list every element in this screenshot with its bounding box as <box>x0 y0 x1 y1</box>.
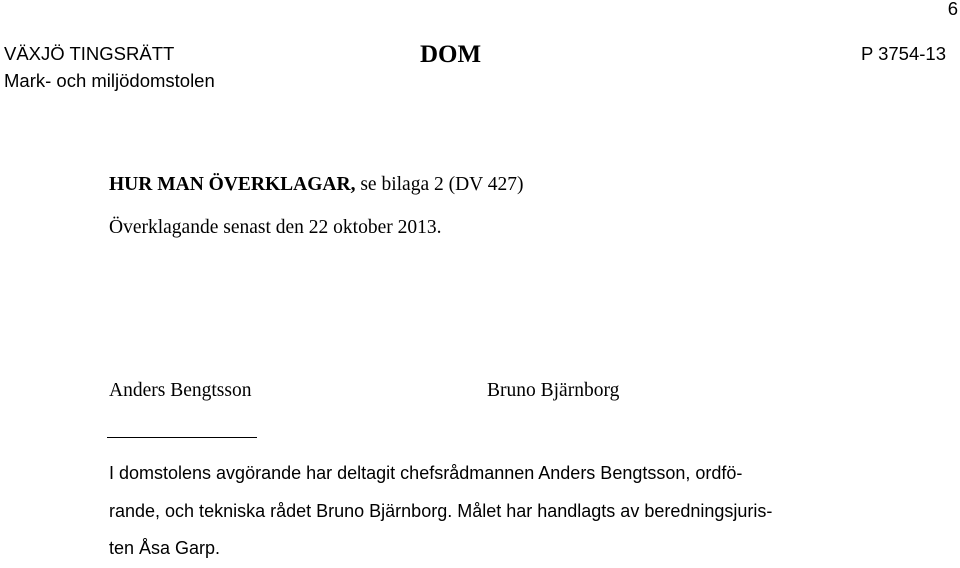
separator-rule <box>107 437 257 438</box>
closing-line: I domstolens avgörande har deltagit chefsrådmannen Anders Bengtsson, ordfö- <box>109 463 743 483</box>
appeal-heading <box>109 174 524 196</box>
page-number: 6 <box>947 0 958 19</box>
closing-paragraph <box>109 455 772 568</box>
appeal-heading-reference: se bilaga 2 (DV 427) <box>355 174 524 195</box>
signature-left: Anders Bengtsson <box>109 380 252 401</box>
closing-line: rande, och tekniska rådet Bruno Bjärnborg. Målet har handlagts av beredningsjuris- <box>109 500 773 521</box>
appeal-deadline: Överklagande senast den 22 oktober 2013. <box>109 217 442 238</box>
signature-right: Bruno Bjärnborg <box>487 380 620 401</box>
court-name: VÄXJÖ TINGSRÄTT <box>4 43 175 64</box>
case-number: P 3754-13 <box>860 43 946 64</box>
appeal-heading-bold: HUR MAN ÖVERKLAGAR, <box>109 174 356 195</box>
court-department: Mark- och miljödomstolen <box>4 70 215 91</box>
document-type: DOM <box>420 41 482 68</box>
closing-line: ten Åsa Garp. <box>109 538 221 558</box>
